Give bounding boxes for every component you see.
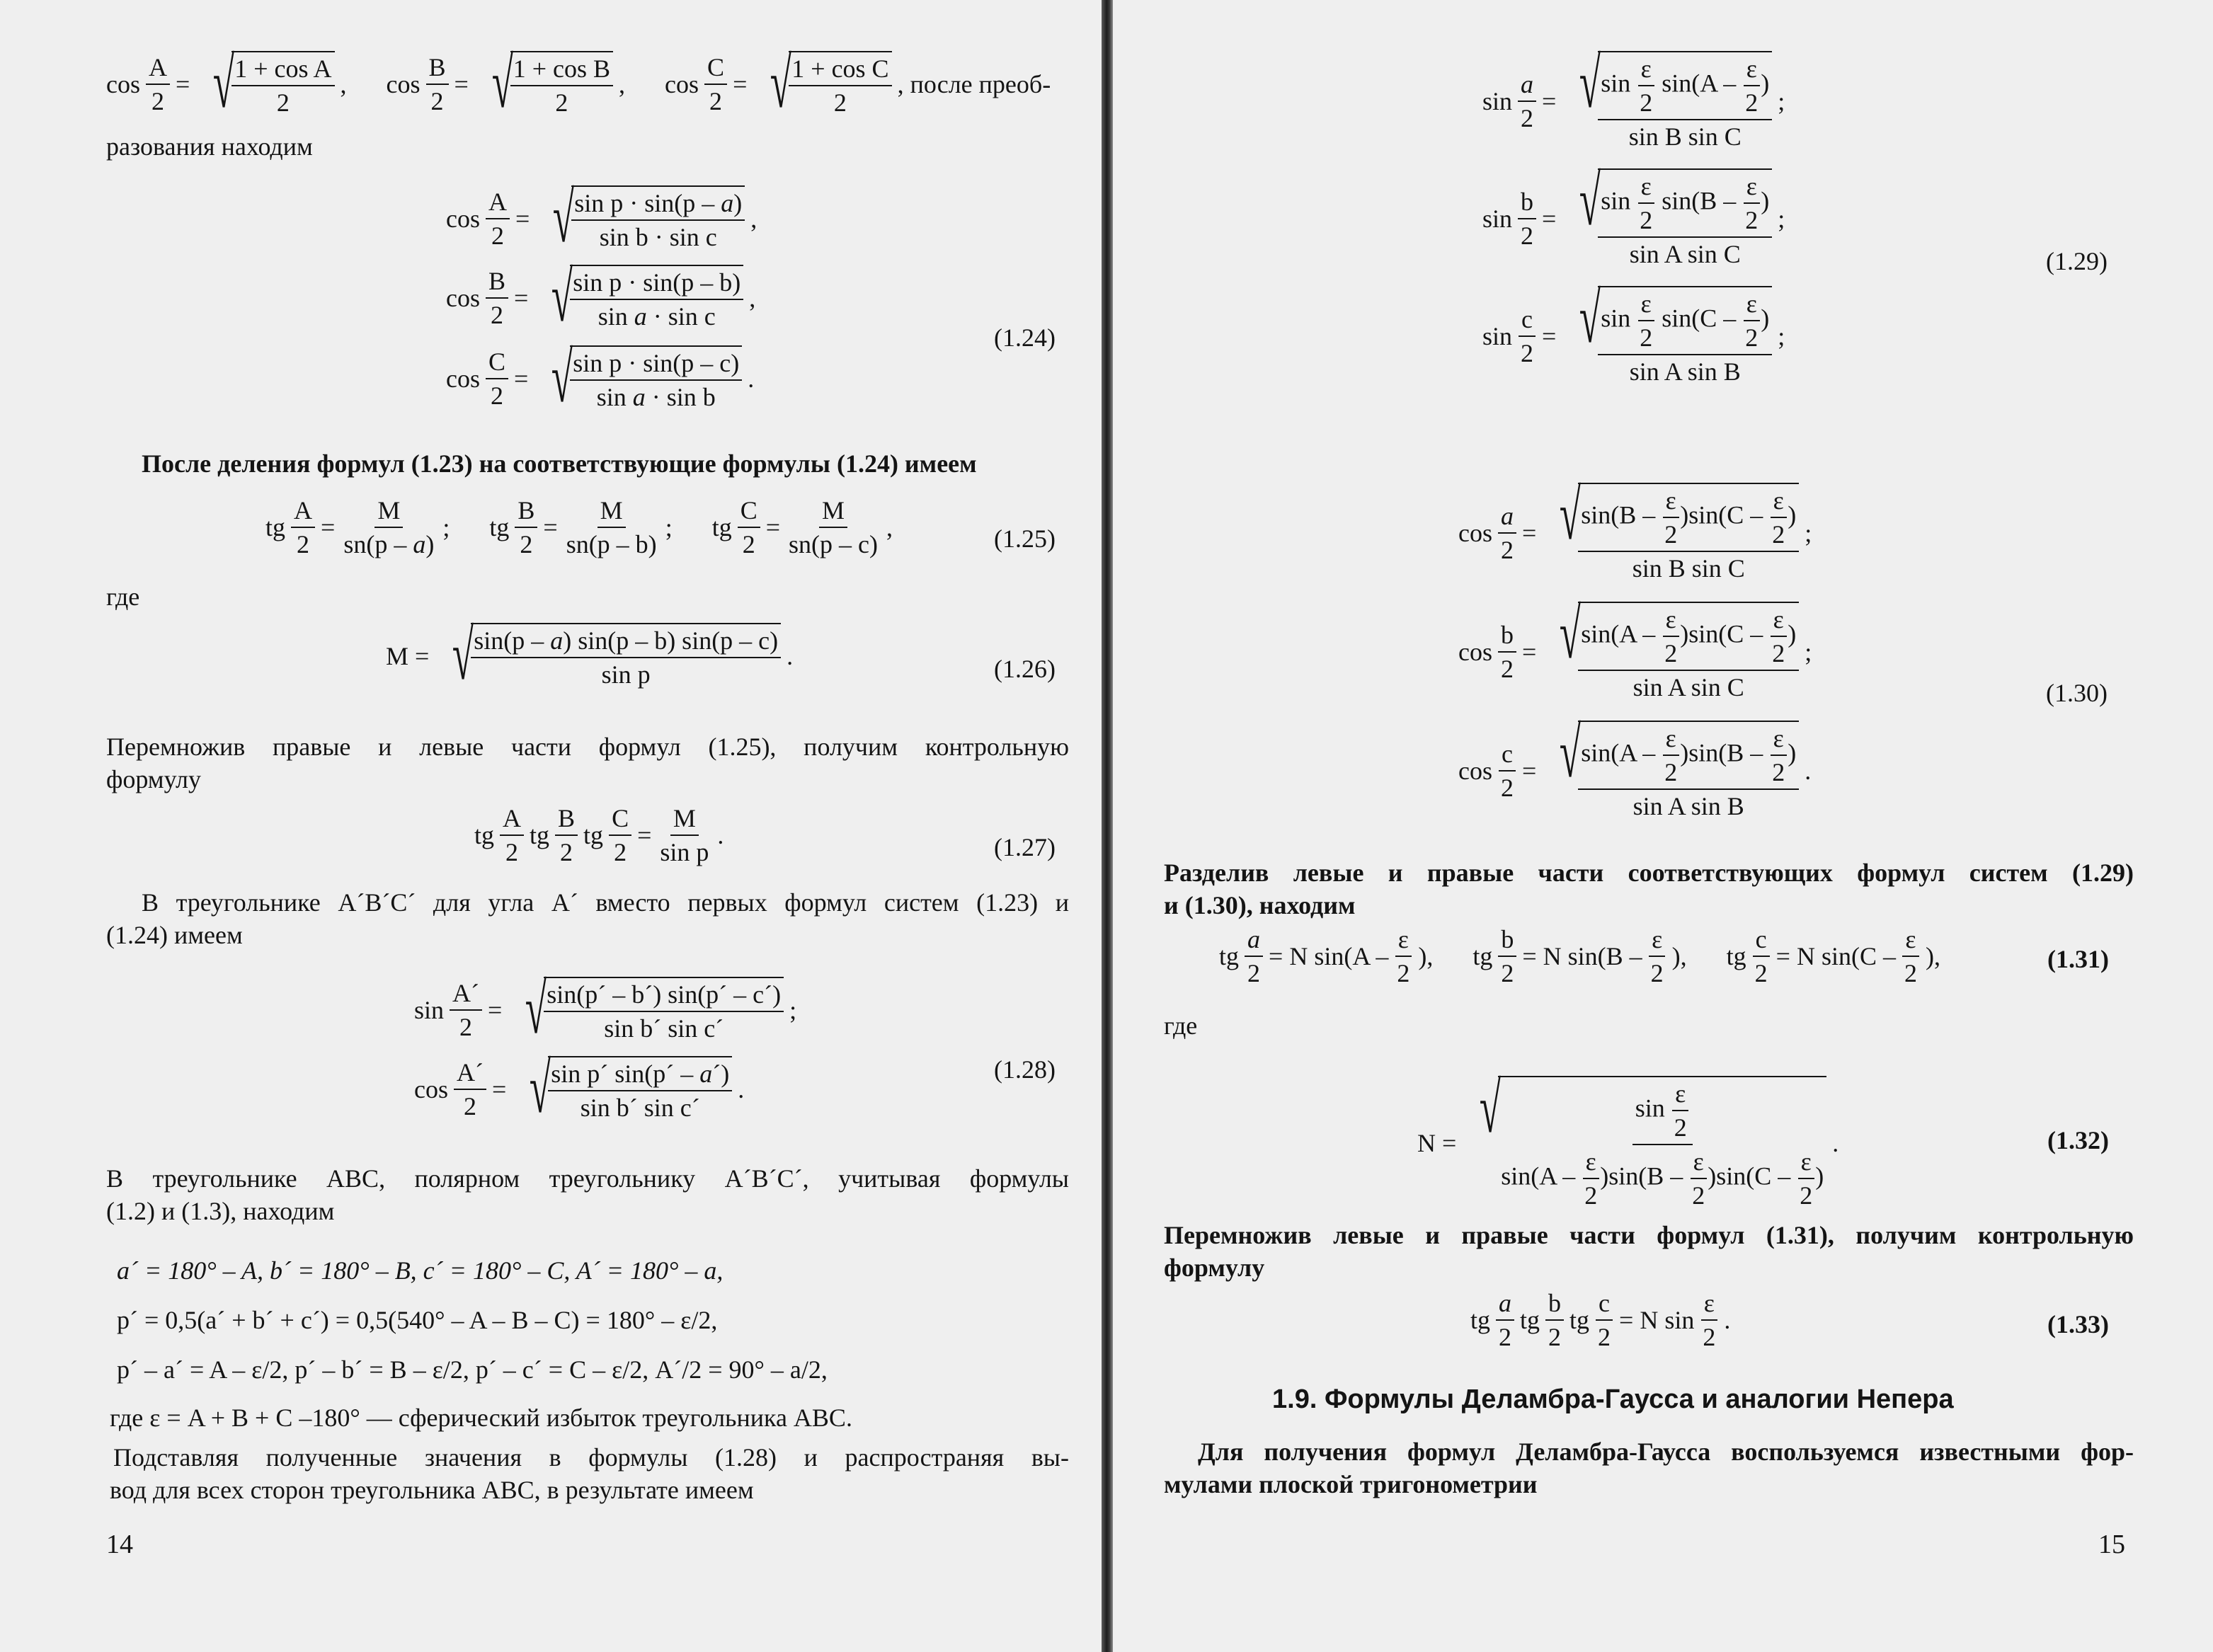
eq-1-24-a: cos $\frac{A}{2}$ = √ $\frac{\text{sin p · sin(p – a)}}{\text{sin b · sin c}}$ , [446, 178, 757, 257]
left-page [0, 0, 1102, 1652]
section-heading: 1.9. Формулы Деламбра-Гаусса и аналогии Непера [1272, 1384, 1954, 1414]
eq-1-25-number: (1.25) [994, 524, 1056, 553]
eq-1-33-number: (1.33) [2047, 1310, 2109, 1338]
para-1-31-line1: Разделив левые и правые части соответствующих формул систем (1.29) [1164, 859, 2134, 887]
spherical-excess-line: где ε = A + B + C –180° — сферический избыток треугольника ABC. [110, 1404, 852, 1432]
eq-1-33: tg $\frac{a}{2}$ tg $\frac{b}{2}$ tg $\frac{c}{2}$ = N sin $\frac{\varepsilon}{2}$ . [1470, 1289, 1731, 1351]
eq-1-24-number: (1.24) [994, 323, 1056, 352]
eq-1-24-b: cos $\frac{B}{2}$ = √ $\frac{\text{sin p · sin(p – b)}}{\text{sin a · sin c}}$ , [446, 258, 756, 336]
para-1-27-line1: Перемножив правые и левые части формул (1.25), получим контрольную [106, 733, 1069, 761]
eq-1-30-a: cos $\frac{a}{2}$ = √ sin(B – $\frac{\varepsilon}{2}$ )sin(C – $\frac{\varepsilon}{2}$ ) sin B sin C ; [1458, 476, 1812, 583]
book-spine [1102, 0, 1113, 1652]
para-polar-line2: (1.2) и (1.3), находим [106, 1197, 335, 1225]
eq-1-29-b: sin $\frac{b}{2}$ = √ sin $\frac{\varepsilon}{2}$ sin(B – $\frac{\varepsilon}{2}$ ) sin A sin C ; [1482, 161, 1785, 268]
para-after-1-24: После деления формул (1.23) на соответствующие формулы (1.24) имеем [142, 449, 977, 478]
para-1-33-line1: Перемножив левые и правые части формул (1.31), получим контрольную [1164, 1221, 2134, 1249]
eq-1-29-a: sin $\frac{a}{2}$ = √ sin $\frac{\varepsilon}{2}$ sin(A – $\frac{\varepsilon}{2}$ ) sin B sin C ; [1482, 44, 1785, 151]
eq-1-28-number: (1.28) [994, 1055, 1056, 1084]
eq-1-29-number: (1.29) [2046, 247, 2108, 275]
para-polar-line1: В треугольнике ABC, полярном треугольнику A´B´C´, учитывая формулы [106, 1164, 1069, 1193]
page-number-right: 15 [2098, 1530, 2125, 1559]
intro-suffix: , после преоб- [897, 70, 1051, 98]
eq-1-27-number: (1.27) [994, 833, 1056, 861]
eq-1-28-a: sin $\frac{A´}{2}$ = √ $\frac{\sin(p´ - b´) \sin(p´ - c´)}{\text{sin b´ sin c´}}$ ; [414, 970, 797, 1048]
eq-1-32: N = √ sin $\frac{\varepsilon}{2}$ sin(A – $\frac{\varepsilon}{2}$ )sin(B – $\frac{\varepsilon}{2}$ )sin(C – $\frac{\varepsilon}{2}$ ) . [1417, 1069, 1839, 1210]
half-angle-cos-formulas: cos $\frac{A}{2}$ = √ $\frac{\text{1 + cos A}}{2}$ , cos $\frac{B}{2}$ = √ $\frac{\text{1 + cos B}}{2}$ , cos $\frac{C}{2}$ = √ $\frac{\text{1 + cos C}}{2}$ , после преоб- [106, 44, 1051, 122]
eq-1-32-number: (1.32) [2047, 1126, 2109, 1154]
final-para-line2: вод для всех сторон треугольника ABC, в результате имеем [110, 1476, 754, 1504]
eq-1-24-c: cos $\frac{C}{2}$ = √ $\frac{\text{sin p · sin(p – c)}}{\text{sin a · sin b}}$ . [446, 338, 755, 417]
eq-1-31: tg $\frac{a}{2}$ = N sin(A – $\frac{\varepsilon}{2}$ ), tg $\frac{b}{2}$ = N sin(B – $\frac{\varepsilon}{2}$ ), tg $\frac{c}{2}$ = N sin(C – $\frac{\varepsilon}{2}$ ), [1219, 925, 1940, 987]
eq-1-31-number: (1.31) [2047, 945, 2109, 973]
eq-1-26-number: (1.26) [994, 655, 1056, 683]
eq-1-27: tg $\frac{A}{2}$ tg $\frac{B}{2}$ tg $\frac{C}{2}$ = $\frac{M}{\text{sin p}}$ . [474, 804, 724, 866]
final-para-line1: Подставляя полученные значения в формулы (1.28) и распространяя вы- [113, 1443, 1069, 1472]
eq-1-29-c: sin $\frac{c}{2}$ = √ sin $\frac{\varepsilon}{2}$ sin(C – $\frac{\varepsilon}{2}$ ) sin A sin B ; [1482, 279, 1785, 386]
page-number-left: 14 [106, 1530, 133, 1559]
para-1-28-line2: (1.24) имеем [106, 921, 243, 949]
eq-1-28-b: cos $\frac{A´}{2}$ = √ $\frac{\text{sin p´ sin(p´ – a´)}}{\text{sin b´ sin c´}}$ . [414, 1049, 745, 1128]
intro-line2: разования находим [106, 132, 313, 161]
eq-1-30-b: cos $\frac{b}{2}$ = √ sin(A – $\frac{\varepsilon}{2}$ )sin(C – $\frac{\varepsilon}{2}$ ) sin A sin C ; [1458, 595, 1812, 701]
eq-1-30-number: (1.30) [2046, 679, 2108, 707]
where-label: где [106, 583, 140, 611]
relations-line2: p´ = 0,5(a´ + b´ + c´) = 0,5(540° – A – B – C) = 180° – ε/2, [117, 1306, 718, 1334]
section-para-line1: Для получения формул Деламбра-Гаусса воспользуемся известными фор- [1198, 1438, 2134, 1466]
para-1-28-line1: В треугольнике A´B´C´ для угла A´ вместо первых формул систем (1.23) и [142, 888, 1069, 917]
eq-1-26: M = √ $\frac{\sin(p - a) \sin(p - b) \sin(p - c)}{\text{sin p}}$ . [386, 616, 794, 694]
eq-1-25: tg $\frac{A}{2}$ = $\frac{M}{sn(p - a)}$ ; tg $\frac{B}{2}$ = $\frac{M}{sn(p - b)}$ ; tg $\frac{C}{2}$ = $\frac{M}{sn(p - c)}$ , [265, 496, 893, 558]
para-1-27-line2: формулу [106, 765, 201, 793]
eq-1-30-c: cos $\frac{c}{2}$ = √ sin(A – $\frac{\varepsilon}{2}$ )sin(B – $\frac{\varepsilon}{2}$ ) sin A sin B . [1458, 713, 1812, 820]
para-1-33-line2: формулу [1164, 1254, 1265, 1282]
relations-line1: a´ = 180° – A, b´ = 180° – B, c´ = 180° – C, A´ = 180° – a, [117, 1256, 724, 1285]
right-page [1113, 0, 2213, 1652]
where-label-right: где [1164, 1011, 1198, 1040]
para-1-31-line2: и (1.30), находим [1164, 891, 1356, 919]
section-para-line2: мулами плоской тригонометрии [1164, 1470, 1538, 1498]
relations-line3: p´ – a´ = A – ε/2, p´ – b´ = B – ε/2, p´ – c´ = C – ε/2, A´/2 = 90° – a/2, [117, 1355, 828, 1384]
